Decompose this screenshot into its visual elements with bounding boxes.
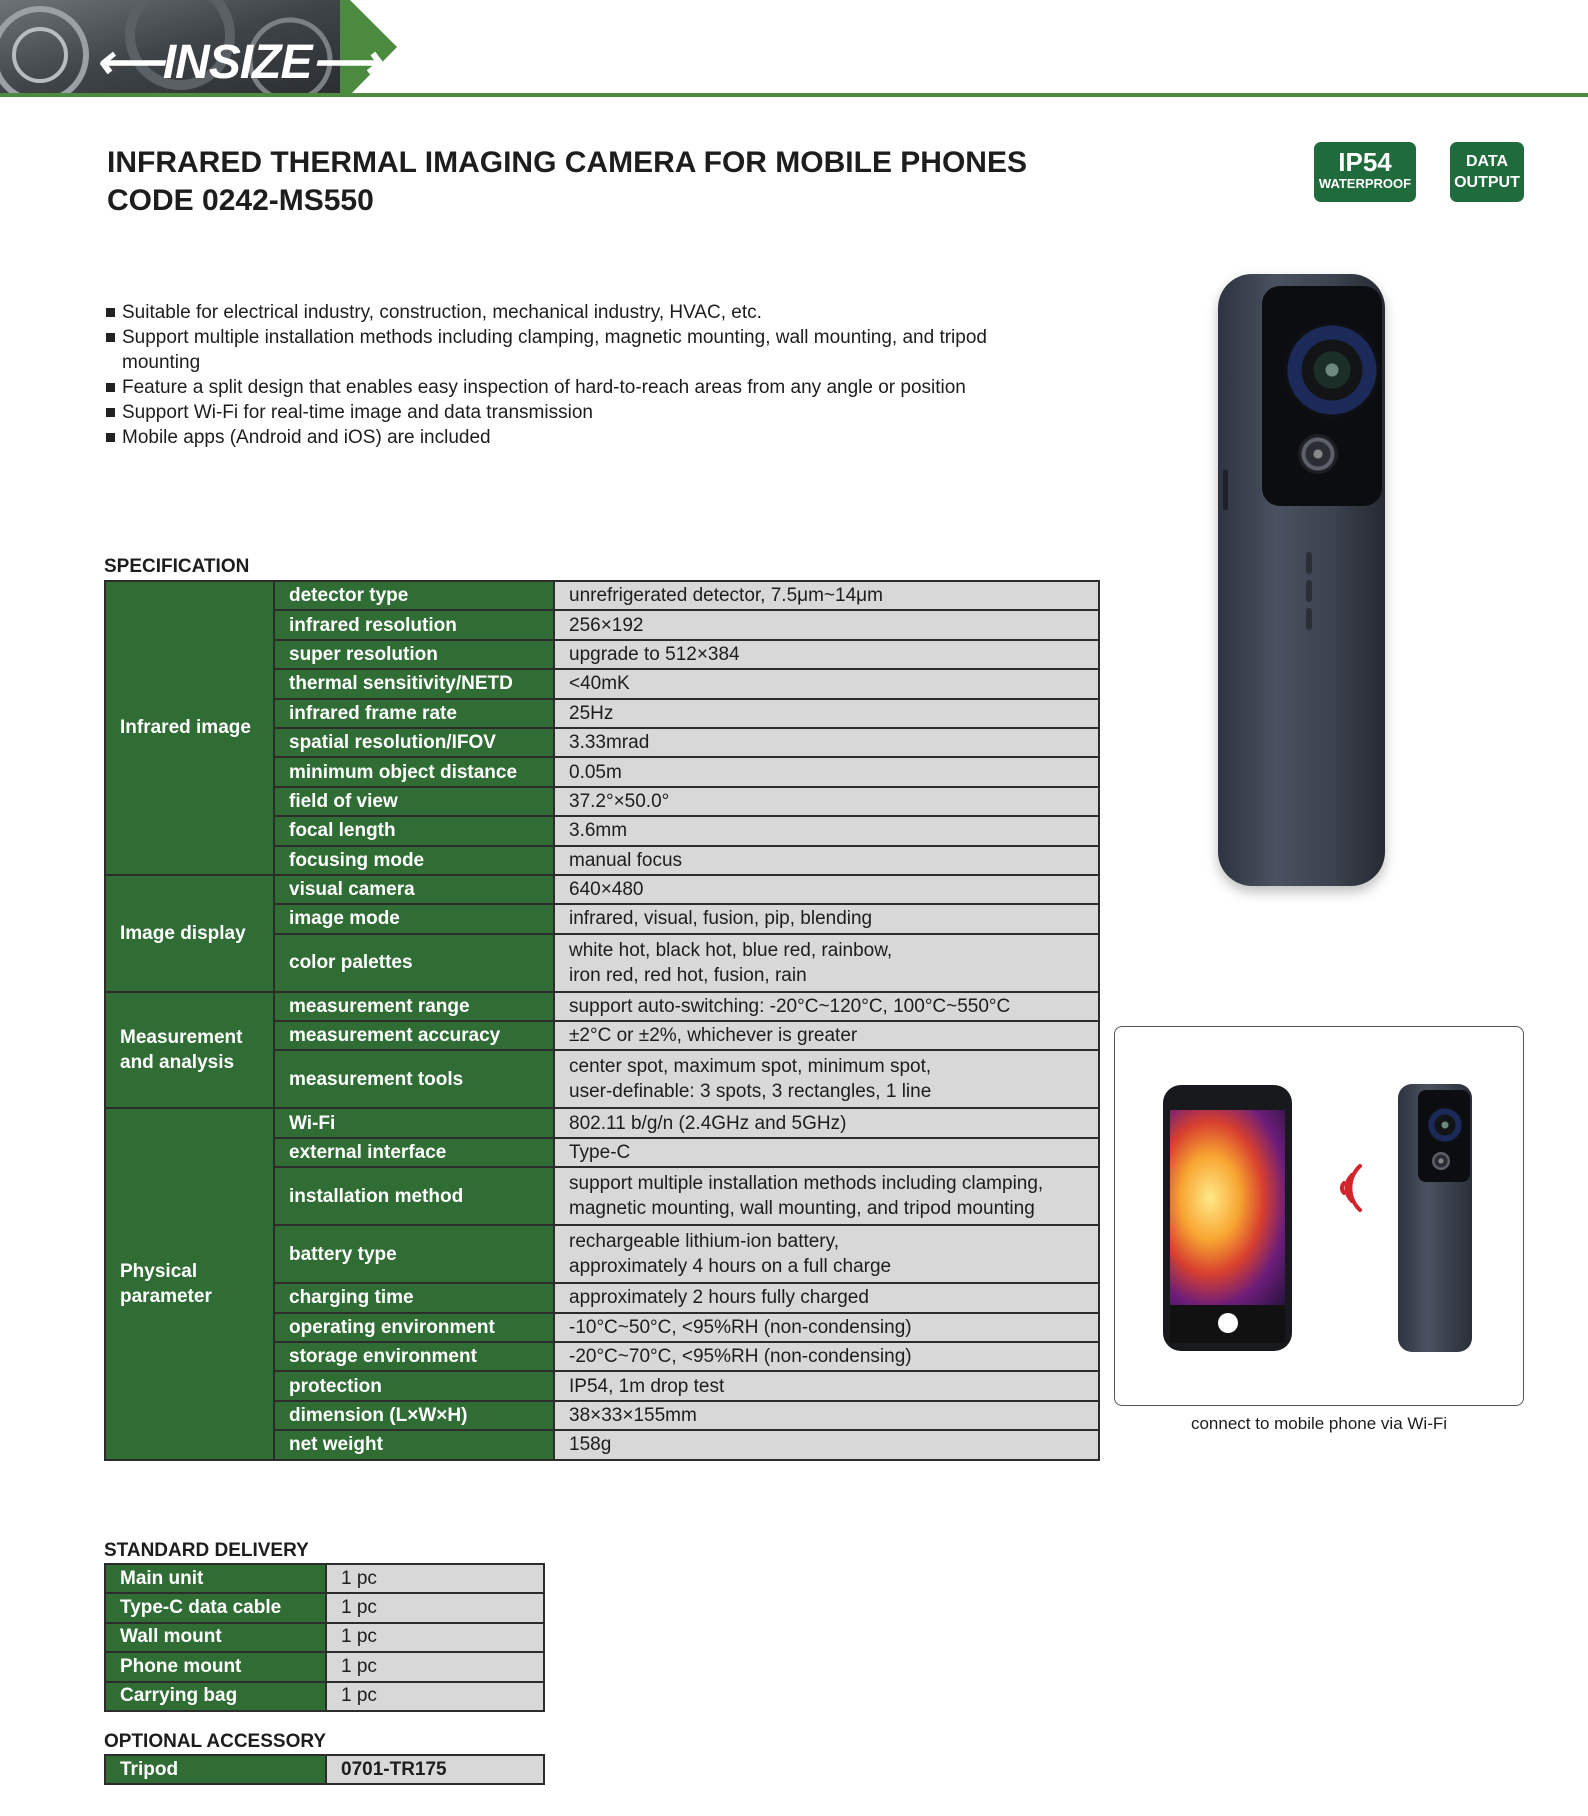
delivery-item: Type-C data cable — [105, 1593, 326, 1622]
spec-value: -20°C~70°C, <95%RH (non-condensing) — [554, 1342, 1099, 1371]
spec-param: operating environment — [274, 1313, 554, 1342]
infrared-lens-icon — [1284, 322, 1380, 418]
spec-value: 802.11 b/g/n (2.4GHz and 5GHz) — [554, 1108, 1099, 1137]
delivery-qty: 1 pc — [326, 1682, 544, 1711]
spec-param: measurement accuracy — [274, 1021, 554, 1050]
data-output-badge-line2: OUTPUT — [1454, 174, 1520, 191]
spec-value-line: support multiple installation methods including clamping, — [569, 1173, 1044, 1195]
spec-value: support auto-switching: -20°C~120°C, 100°C~550°C — [554, 992, 1099, 1021]
feature-item: Mobile apps (Android and iOS) are included — [106, 425, 1046, 450]
spec-category — [105, 992, 274, 1109]
accessory-item: Tripod — [105, 1755, 326, 1784]
accessory-code: 0701-TR175 — [326, 1755, 544, 1784]
spec-param: external interface — [274, 1138, 554, 1167]
standard-delivery-table — [104, 1563, 545, 1712]
spec-param: spatial resolution/IFOV — [274, 728, 554, 757]
spec-value: Type-C — [554, 1138, 1099, 1167]
ip54-badge-main: IP54 — [1338, 147, 1392, 177]
spec-param: detector type — [274, 581, 554, 610]
table-row — [105, 1682, 544, 1711]
table-row — [105, 1593, 544, 1622]
inset-caption: connect to mobile phone via Wi-Fi — [1190, 1414, 1448, 1433]
spec-param: measurement tools — [274, 1050, 554, 1108]
spec-param: focal length — [274, 816, 554, 845]
spec-value — [554, 1225, 1099, 1283]
spec-value-line: rechargeable lithium-ion battery, — [569, 1231, 840, 1253]
feature-item: Feature a split design that enables easy inspection of hard-to-reach areas from any angle or position — [106, 375, 1046, 400]
spec-value: 640×480 — [554, 875, 1099, 904]
spec-value: ±2°C or ±2%, whichever is greater — [554, 1021, 1099, 1050]
table-row — [105, 1623, 544, 1652]
wireless-signal-icon — [1320, 1158, 1370, 1218]
spec-value: 25Hz — [554, 699, 1099, 728]
spec-value: <40mK — [554, 669, 1099, 698]
optional-accessory-heading: OPTIONAL ACCESSORY — [104, 1731, 327, 1752]
data-output-badge-line1: DATA — [1465, 153, 1509, 170]
page-header — [0, 0, 1588, 98]
spec-value: 37.2°×50.0° — [554, 787, 1099, 816]
title-line-code: CODE 0242-MS550 — [107, 184, 374, 217]
spec-param: infrared frame rate — [274, 699, 554, 728]
header-divider — [0, 93, 1588, 97]
spec-category-line: Physical — [120, 1261, 198, 1283]
spec-value: 38×33×155mm — [554, 1401, 1099, 1430]
spec-param: minimum object distance — [274, 757, 554, 786]
spec-value: 158g — [554, 1430, 1099, 1459]
spec-category-line: parameter — [120, 1286, 212, 1308]
spec-param: infrared resolution — [274, 610, 554, 639]
indicator-slot — [1306, 608, 1312, 630]
spec-param: measurement range — [274, 992, 554, 1021]
spec-value: infrared, visual, fusion, pip, blending — [554, 904, 1099, 933]
specification-heading: SPECIFICATION — [104, 556, 250, 577]
side-button — [1223, 470, 1228, 510]
data-output-badge — [1450, 142, 1524, 202]
delivery-item: Carrying bag — [105, 1682, 326, 1711]
feature-item: Support Wi-Fi for real-time image and data transmission — [106, 400, 1046, 425]
spec-param: super resolution — [274, 640, 554, 669]
spec-param: image mode — [274, 904, 554, 933]
feature-item: Suitable for electrical industry, construction, mechanical industry, HVAC, etc. — [106, 300, 1046, 325]
spec-value — [554, 934, 1099, 992]
spec-param: field of view — [274, 787, 554, 816]
thermal-image-screen — [1170, 1110, 1285, 1305]
feature-list — [106, 300, 1046, 450]
spec-value-line: center spot, maximum spot, minimum spot, — [569, 1056, 932, 1078]
spec-category — [105, 1108, 274, 1459]
spec-param: storage environment — [274, 1342, 554, 1371]
shutter-button-icon — [1218, 1313, 1238, 1333]
indicator-slot — [1306, 552, 1312, 574]
spec-param: visual camera — [274, 875, 554, 904]
page-title — [107, 144, 1027, 220]
spec-value: upgrade to 512×384 — [554, 640, 1099, 669]
spec-category-line: and analysis — [120, 1052, 235, 1074]
delivery-qty: 1 pc — [326, 1652, 544, 1681]
ip54-badge-sub: WATERPROOF — [1318, 176, 1412, 191]
delivery-qty: 1 pc — [326, 1564, 544, 1593]
spec-value-line: magnetic mounting, wall mounting, and tripod mounting — [569, 1198, 1035, 1220]
spec-value — [554, 1050, 1099, 1108]
spec-value: 256×192 — [554, 610, 1099, 639]
spec-value: manual focus — [554, 846, 1099, 875]
table-row — [105, 1108, 1099, 1137]
specification-table — [104, 580, 1100, 1461]
spec-value: 3.6mm — [554, 816, 1099, 845]
delivery-item: Wall mount — [105, 1623, 326, 1652]
spec-value-line: approximately 4 hours on a full charge — [569, 1256, 892, 1278]
spec-category: Image display — [105, 875, 274, 992]
spec-value: approximately 2 hours fully charged — [554, 1283, 1099, 1312]
table-row — [105, 992, 1099, 1021]
spec-value-line: white hot, black hot, blue red, rainbow, — [569, 939, 893, 961]
mini-visual-lens-icon — [1432, 1152, 1450, 1170]
spec-param: installation method — [274, 1167, 554, 1225]
table-row — [105, 1652, 544, 1681]
insize-logo: ⟵INSIZE⟶ — [95, 36, 380, 89]
spec-param: battery type — [274, 1225, 554, 1283]
table-row — [105, 875, 1099, 904]
ip54-badge — [1314, 142, 1416, 202]
indicator-slot — [1306, 580, 1312, 602]
spec-param: charging time — [274, 1283, 554, 1312]
spec-value: IP54, 1m drop test — [554, 1371, 1099, 1400]
spec-value-line: iron red, red hot, fusion, rain — [569, 964, 807, 986]
spec-param: color palettes — [274, 934, 554, 992]
spec-category: Infrared image — [105, 581, 274, 875]
mini-infrared-lens-icon — [1426, 1106, 1464, 1144]
spec-param: Wi-Fi — [274, 1108, 554, 1137]
delivery-qty: 1 pc — [326, 1623, 544, 1652]
feature-item: Support multiple installation methods including clamping, magnetic mounting, wall mounting, and tripod mounting — [106, 325, 1026, 375]
delivery-item: Phone mount — [105, 1652, 326, 1681]
spec-value: 3.33mrad — [554, 728, 1099, 757]
spec-param: net weight — [274, 1430, 554, 1459]
title-line-product: INFRARED THERMAL IMAGING CAMERA FOR MOBILE PHONES — [107, 146, 1027, 179]
visual-camera-lens-icon — [1298, 434, 1338, 474]
spec-param: focusing mode — [274, 846, 554, 875]
spec-category-line: Measurement — [120, 1027, 243, 1049]
optional-accessory-table — [104, 1754, 545, 1785]
spec-value: -10°C~50°C, <95%RH (non-condensing) — [554, 1313, 1099, 1342]
spec-param: dimension (L×W×H) — [274, 1401, 554, 1430]
spec-value — [554, 1167, 1099, 1225]
spec-param: thermal sensitivity/NETD — [274, 669, 554, 698]
table-row — [105, 1755, 544, 1784]
delivery-item: Main unit — [105, 1564, 326, 1593]
spec-value-line: user-definable: 3 spots, 3 rectangles, 1 line — [569, 1081, 932, 1103]
spec-param: protection — [274, 1371, 554, 1400]
table-row — [105, 1564, 544, 1593]
spec-value: unrefrigerated detector, 7.5μm~14μm — [554, 581, 1099, 610]
delivery-qty: 1 pc — [326, 1593, 544, 1622]
standard-delivery-heading: STANDARD DELIVERY — [104, 1540, 309, 1561]
spec-value: 0.05m — [554, 757, 1099, 786]
table-row — [105, 581, 1099, 610]
